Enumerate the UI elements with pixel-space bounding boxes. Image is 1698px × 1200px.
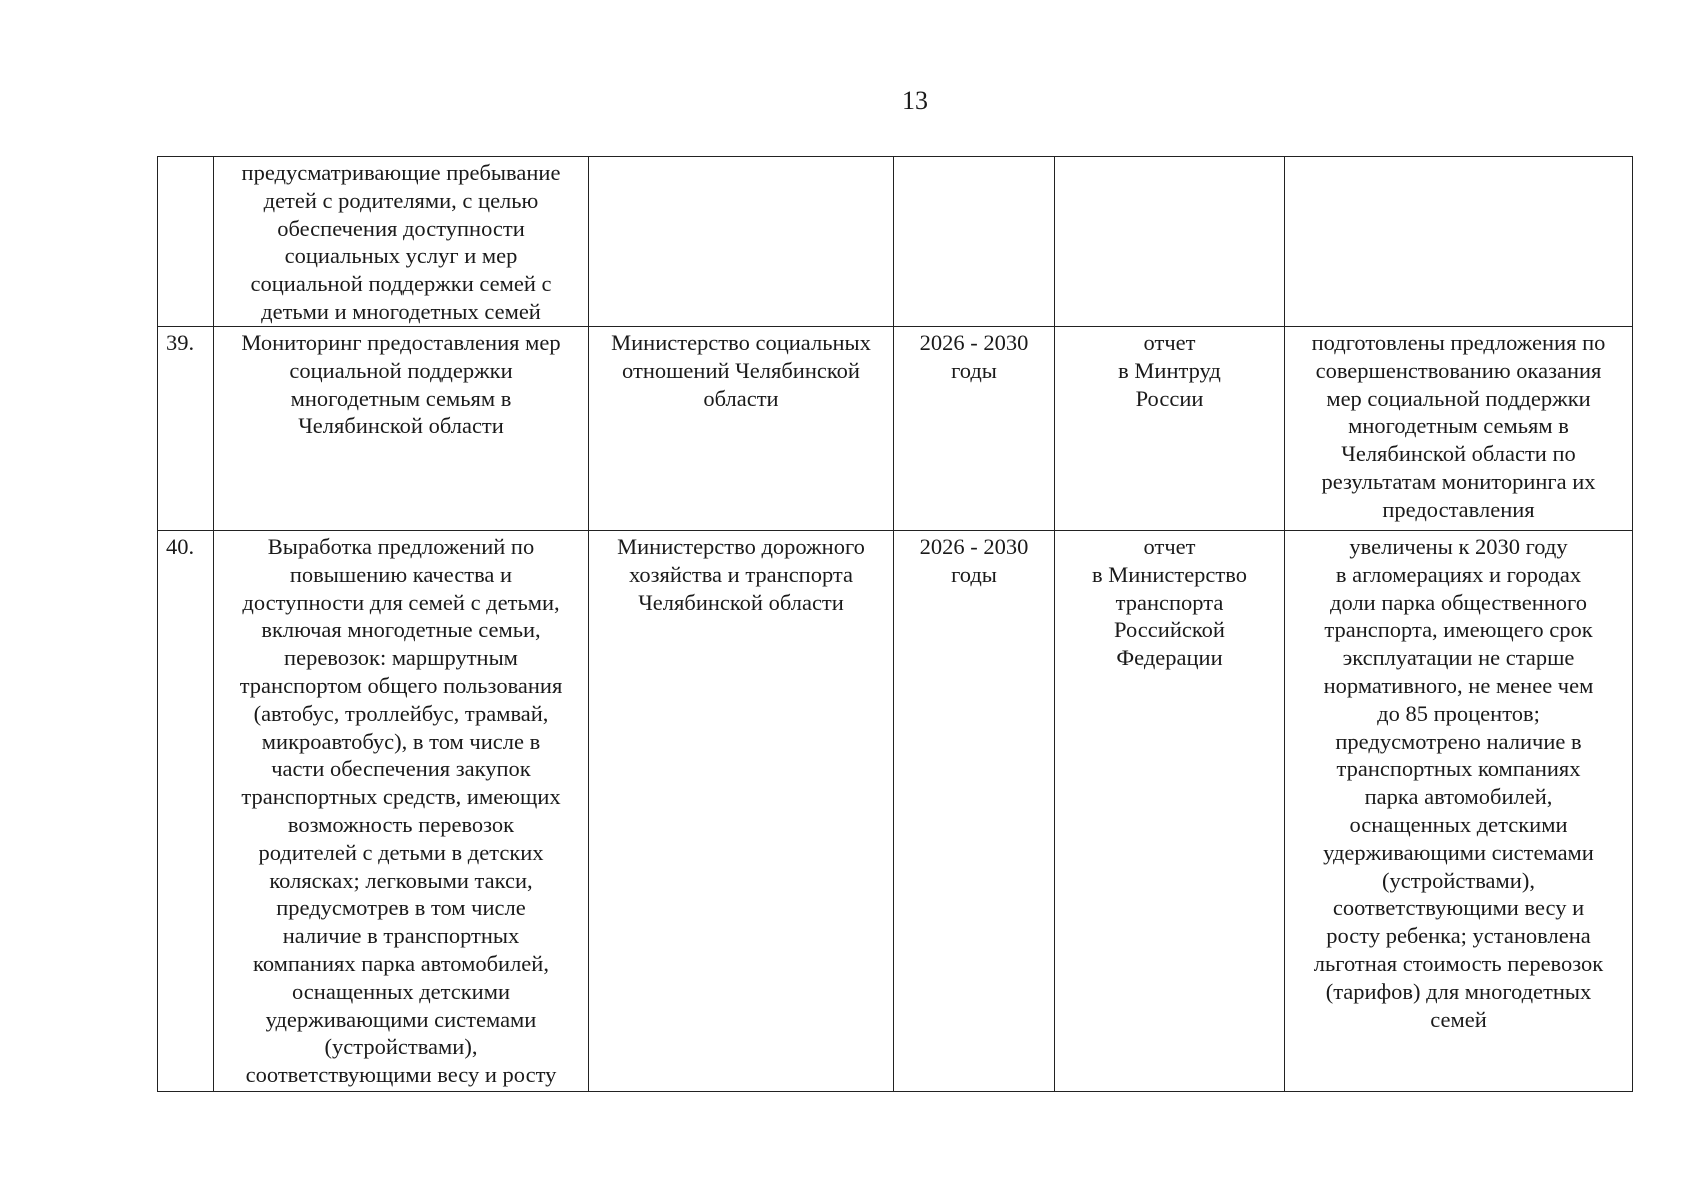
report-cell: отчет в Министерство транспорта Российской Федерации (1055, 531, 1285, 1092)
page-number: 13 (902, 86, 928, 115)
table-row (158, 327, 1633, 531)
measure-cell: Мониторинг предоставления мер социальной поддержки многодетным семьям в Челябинской области (214, 327, 589, 531)
table-row (158, 531, 1633, 1092)
row-number (158, 157, 214, 327)
row-number: 40. (158, 531, 214, 1092)
executor-cell: Министерство дорожного хозяйства и транспорта Челябинской области (589, 531, 894, 1092)
period-cell (894, 157, 1055, 327)
table-row (158, 157, 1633, 327)
measure-cell: предусматривающие пребывание детей с родителями, с целью обеспечения доступности социальных услуг и мер социальной поддержки семей с детьми и многодетных семей (214, 157, 589, 327)
executor-cell: Министерство социальных отношений Челябинской области (589, 327, 894, 531)
result-cell (1285, 157, 1633, 327)
report-cell (1055, 157, 1285, 327)
period-cell: 2026 - 2030 годы (894, 327, 1055, 531)
measures-table (157, 156, 1633, 1092)
row-number: 39. (158, 327, 214, 531)
period-cell: 2026 - 2030 годы (894, 531, 1055, 1092)
result-cell: подготовлены предложения по совершенствованию оказания мер социальной поддержки многодетным семьям в Челябинской области по результатам мониторинга их предоставления (1285, 327, 1633, 531)
report-cell: отчет в Минтруд России (1055, 327, 1285, 531)
executor-cell (589, 157, 894, 327)
result-cell: увеличены к 2030 году в агломерациях и городах доли парка общественного транспорта, имеющего срок эксплуатации не старше нормативного, не менее чем до 85 процентов; предусмотрено наличие в транспортных компаниях парка автомобилей, оснащенных детскими удерживающими системами (устройствами), соответствующими весу и росту ребенка; установлена льготная стоимость перевозок (тарифов) для многодетных семей (1285, 531, 1633, 1092)
measure-cell: Выработка предложений по повышению качества и доступности для семей с детьми, включая многодетные семьи, перевозок: маршрутным транспортом общего пользования (автобус, троллейбус, трамвай, микроавтобус), в том числе в части обеспечения закупок транспортных средств, имеющих возможность перевозок родителей с детьми в детских колясках; легковыми такси, предусмотрев в том числе наличие в транспортных компаниях парка автомобилей, оснащенных детскими удерживающими системами (устройствами), соответствующими весу и росту (214, 531, 589, 1092)
